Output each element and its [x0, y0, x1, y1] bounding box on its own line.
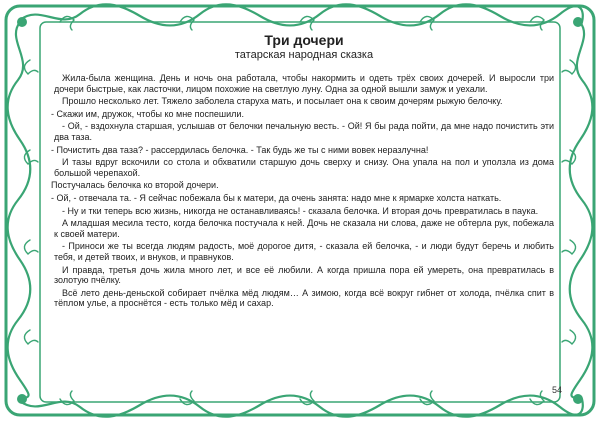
paragraph: Жила-была женщина. День и ночь она работала, чтобы накормить и одеть трёх своих дочерей. И выросли три дочери быстрые, как ласточки, лицом похожие на светлую луну. Одна за одной вышли замуж и уехали. — [54, 73, 554, 94]
paragraph: - Почистить два таза? - рассердилась белочка. - Так будь же ты с ними вовек неразлучна! — [51, 144, 429, 155]
paragraph: И правда, третья дочь жила много лет, и все её любили. А когда пришла пора ей умереть, она превратилась в золотую пчёлку. — [54, 264, 554, 286]
paragraph: - Приноси же ты всегда людям радость, моё дорогое дитя, - сказала ей белочка, - и люди будут беречь и любить тебя, и детей твоих, и внуков, и правнуков. — [54, 241, 554, 262]
page-number: 54 — [552, 385, 563, 395]
paragraph: - Ну и тки теперь всю жизнь, никогда не останавливаясь! - сказала белочка. И вторая дочь превратилась в паука. — [62, 205, 539, 216]
story-content — [51, 28, 554, 398]
paragraph: А младшая месила тесто, когда белочка постучала к ней. Дочь не сказала ни слова, даже не обтерла рук, побежала к своей матери. — [54, 218, 554, 239]
story-title: Три дочери — [264, 32, 344, 48]
paragraph: Всё лето день-деньской собирает пчёлка мёд людям… А зимою, когда всё вокруг гибнет от холода, пчёлка спит в тёплом улье, а проснётся - есть только мёд и сахар. — [54, 287, 554, 309]
paragraph: - Ой, - вздохнула старшая, услышав от белочки печальную весть. - Ой! Я бы рада пойти, да мне надо почистить эти два таза. — [54, 121, 554, 142]
paragraph: Постучалась белочка ко второй дочери. — [51, 180, 219, 191]
paragraph: Прошло несколько лет. Тяжело заболела старуха мать, и посылает она к своим дочерям рыжую белочку. — [62, 96, 503, 107]
paragraph: - Скажи им, дружок, чтобы ко мне поспешили. — [51, 108, 244, 119]
story-subtitle: татарская народная сказка — [234, 49, 374, 61]
paragraph: - Ой, - отвечала та. - Я сейчас побежала бы к матери, да очень занята: надо мне к ярмарке холста наткать. — [51, 192, 502, 203]
paragraph: И тазы вдруг вскочили со стола и обхватили старшую дочь сверху и снизу. Она упала на пол и уползла из дома большой черепахой. — [54, 157, 554, 178]
